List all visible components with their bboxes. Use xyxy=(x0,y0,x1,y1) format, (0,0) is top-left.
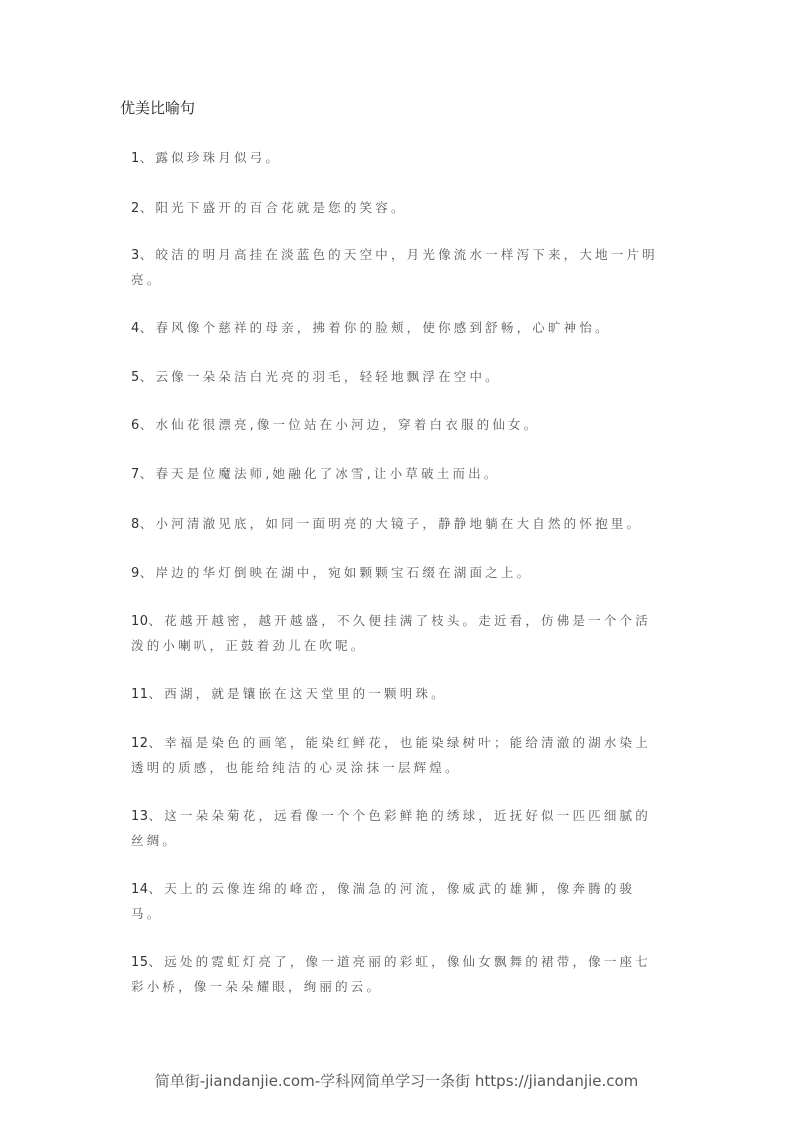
item-text: 、幸福是染色的画笔，能染红鲜花，也能染绿树叶；能给清澈的湖水染上透明的质感，也能给纯洁的心灵涂抹一层辉煌。 xyxy=(131,735,651,775)
item-number: 1 xyxy=(131,151,140,166)
item-text: 、春天是位魔法师,她融化了冰雪,让小草破土而出。 xyxy=(139,466,500,481)
list-item xyxy=(131,682,661,707)
item-text: 、春风像个慈祥的母亲，拂着你的脸颊，使你感到舒畅，心旷神怡。 xyxy=(139,320,611,335)
list-item xyxy=(131,316,661,341)
list-item xyxy=(131,731,661,780)
list-item xyxy=(131,561,661,586)
item-text: 、皎洁的明月高挂在淡蓝色的天空中，月光像流水一样泻下来，大地一片明亮。 xyxy=(131,247,658,287)
item-text: 、云像一朵朵洁白光亮的羽毛，轻轻地飘浮在空中。 xyxy=(139,369,501,384)
item-text: 、花越开越密，越开越盛，不久便挂满了枝头。走近看，仿佛是一个个活泼的小喇叭，正鼓着劲儿在吹呢。 xyxy=(131,613,651,653)
list-item xyxy=(131,512,661,537)
item-text: 、水仙花很漂亮,像一位站在小河边，穿着白衣服的仙女。 xyxy=(139,417,540,432)
item-text: 、西湖，就是镶嵌在这天堂里的一颗明珠。 xyxy=(148,686,447,701)
item-text: 、阳光下盛开的百合花就是您的笑容。 xyxy=(139,200,407,215)
list-item xyxy=(131,877,661,926)
list-item xyxy=(131,462,661,487)
list-item xyxy=(131,365,661,390)
item-number: 12 xyxy=(131,736,149,751)
list-item xyxy=(131,950,661,999)
list-item xyxy=(131,243,661,292)
item-text: 、岸边的华灯倒映在湖中，宛如颗颗宝石缀在湖面之上。 xyxy=(139,565,533,580)
item-text: 、天上的云像连绵的峰峦，像湍急的河流，像威武的雄狮，像奔腾的骏马。 xyxy=(131,881,636,921)
item-number: 2 xyxy=(131,201,140,216)
item-number: 11 xyxy=(131,687,149,702)
item-number: 5 xyxy=(131,370,140,385)
item-number: 3 xyxy=(131,248,140,263)
list-item xyxy=(131,196,661,221)
footer-watermark: 简单街-jiandanjie.com-学科网简单学习一条街 https://jiandanjie.com xyxy=(154,1072,639,1090)
item-number: 15 xyxy=(131,955,149,970)
list-item xyxy=(131,413,661,438)
item-number: 9 xyxy=(131,566,140,581)
item-text: 、小河清澈见底，如同一面明亮的大镜子，静静地躺在大自然的怀抱里。 xyxy=(139,516,643,531)
item-number: 14 xyxy=(131,882,149,897)
item-number: 6 xyxy=(131,418,140,433)
item-number: 10 xyxy=(131,614,149,629)
item-number: 7 xyxy=(131,467,140,482)
list-item xyxy=(131,804,661,853)
item-text: 、这一朵朵菊花，远看像一个个色彩鲜艳的绣球，近抚好似一匹匹细腻的丝绸。 xyxy=(131,808,651,848)
item-number: 4 xyxy=(131,321,140,336)
item-text: 、远处的霓虹灯亮了，像一道亮丽的彩虹，像仙女飘舞的裙带，像一座七彩小桥，像一朵朵耀眼，绚丽的云。 xyxy=(131,954,651,994)
list-item xyxy=(131,609,661,658)
item-number: 8 xyxy=(131,517,140,532)
list-item xyxy=(131,146,661,171)
item-text: 、露似珍珠月似弓。 xyxy=(139,150,282,165)
item-number: 13 xyxy=(131,809,149,824)
page-title: 优美比喻句 xyxy=(120,99,196,117)
